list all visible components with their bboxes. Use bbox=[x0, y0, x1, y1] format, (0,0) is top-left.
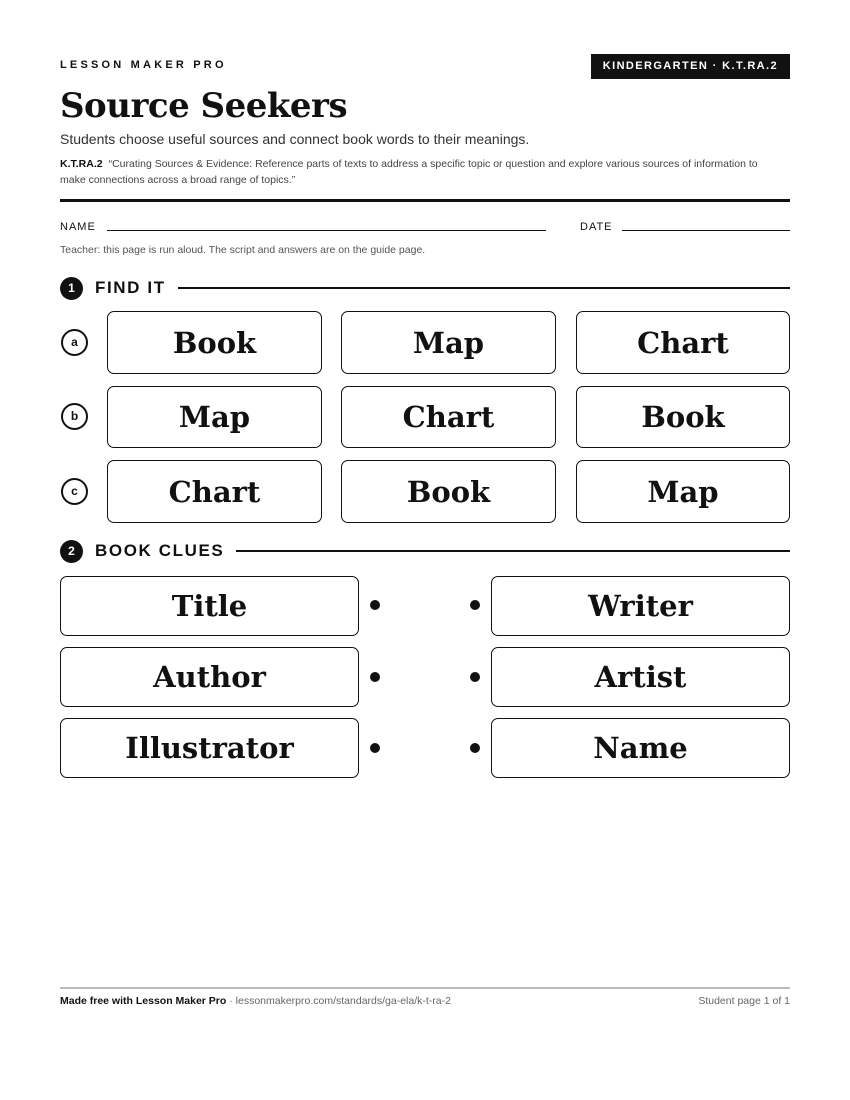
footer-link[interactable]: · lessonmakerpro.com/standards/ga-ela/k-t-ra-2 bbox=[226, 995, 451, 1007]
choice-card[interactable]: Map bbox=[576, 460, 790, 523]
standard-text: “Curating Sources & Evidence: Reference parts of texts to address a specific topic or question and explore various sources of information to make connections across a broad range of topics.” bbox=[60, 158, 758, 186]
section-rule bbox=[178, 287, 790, 289]
match-dot-left[interactable] bbox=[370, 672, 380, 682]
choice-card[interactable]: Chart bbox=[341, 386, 556, 448]
page-subtitle: Students choose useful sources and connect book words to their meanings. bbox=[60, 131, 530, 147]
standard-code: K.T.RA.2 bbox=[60, 158, 103, 170]
footer-credit bbox=[60, 995, 451, 1007]
match-term-card[interactable]: Author bbox=[60, 647, 359, 707]
match-dot-right[interactable] bbox=[470, 743, 480, 753]
choice-card[interactable]: Book bbox=[341, 460, 556, 523]
section-book-clues-header bbox=[60, 539, 790, 563]
standard-description bbox=[60, 156, 780, 188]
header-divider bbox=[60, 199, 790, 202]
match-dot-right[interactable] bbox=[470, 672, 480, 682]
match-term-card[interactable]: Illustrator bbox=[60, 718, 359, 778]
brand-name: LESSON MAKER PRO bbox=[60, 59, 227, 71]
match-meaning-card[interactable]: Writer bbox=[491, 576, 790, 636]
match-dot-left[interactable] bbox=[370, 600, 380, 610]
match-term-card[interactable]: Title bbox=[60, 576, 359, 636]
choice-card[interactable]: Map bbox=[107, 386, 322, 448]
section-rule bbox=[236, 550, 790, 552]
name-field[interactable] bbox=[107, 230, 546, 231]
match-meaning-card[interactable]: Name bbox=[491, 718, 790, 778]
choice-card[interactable]: Book bbox=[107, 311, 322, 374]
choice-card[interactable]: Chart bbox=[576, 311, 790, 374]
section-number: 1 bbox=[60, 277, 83, 300]
choice-card[interactable]: Book bbox=[576, 386, 790, 448]
match-meaning-card[interactable]: Artist bbox=[491, 647, 790, 707]
grade-standard-badge: KINDERGARTEN · K.T.RA.2 bbox=[591, 54, 790, 79]
page-title: Source Seekers bbox=[60, 86, 348, 126]
date-field[interactable] bbox=[622, 230, 790, 231]
footer-brand: Made free with Lesson Maker Pro bbox=[60, 995, 227, 1007]
section-number: 2 bbox=[60, 540, 83, 563]
match-dot-left[interactable] bbox=[370, 743, 380, 753]
section-title: FIND IT bbox=[95, 278, 166, 297]
footer-divider bbox=[60, 987, 790, 989]
teacher-note: Teacher: this page is run aloud. The script and answers are on the guide page. bbox=[60, 244, 426, 256]
choice-card[interactable]: Chart bbox=[107, 460, 322, 523]
section-title: BOOK CLUES bbox=[95, 541, 225, 560]
row-letter-b: b bbox=[61, 403, 88, 430]
choice-card[interactable]: Map bbox=[341, 311, 556, 374]
match-dot-right[interactable] bbox=[470, 600, 480, 610]
row-letter-c: c bbox=[61, 478, 88, 505]
name-label: NAME bbox=[60, 221, 96, 233]
date-label: DATE bbox=[580, 221, 613, 233]
page-indicator: Student page 1 of 1 bbox=[698, 995, 790, 1007]
row-letter-a: a bbox=[61, 329, 88, 356]
section-find-it-header bbox=[60, 276, 790, 300]
